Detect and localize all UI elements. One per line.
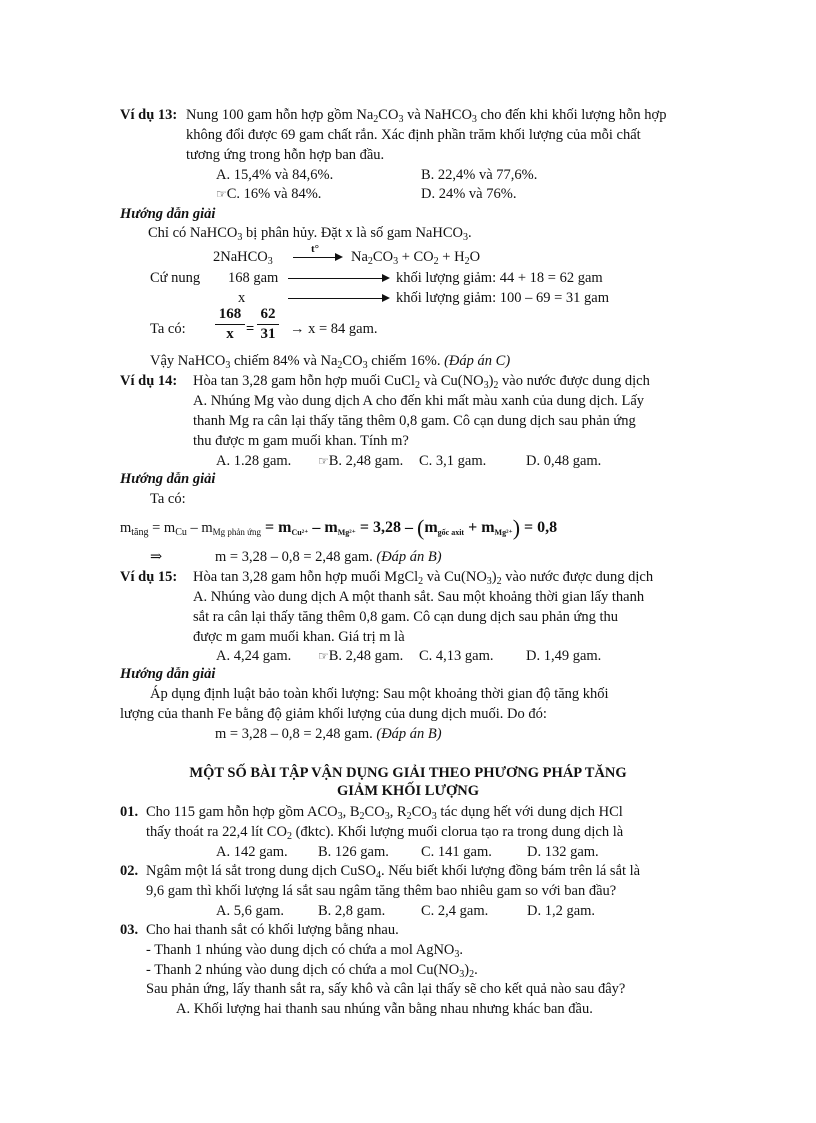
example-14-label: Ví dụ 14: (120, 373, 178, 389)
example-13-line-1: Nung 100 gam hỗn hợp gồm $Na_2CO_3$ và NaHCO$_3$ cho đến khi khối lượng hỗn hợp (186, 107, 667, 125)
solution-15-result: m = 3,28 – 0,8 = 2,48 gam. (Đáp án B) (215, 726, 442, 742)
example-14-line-4: thu được m gam muối khan. Tính m? (193, 433, 409, 449)
question-02-option-c: C. 2,4 gam. (421, 903, 489, 919)
example-15-label: Ví dụ 15: (120, 569, 178, 585)
example-13-label: Ví dụ 13: (120, 107, 178, 123)
example-15-option-d: D. 1,49 gam. (526, 648, 602, 664)
solution-15-line-1: Áp dụng định luật bảo toàn khối lượng: Sau một khoảng thời gian độ tăng khối (150, 686, 609, 702)
mass-loss-2: khối lượng giảm: 100 – 69 = 31 gam (396, 290, 609, 306)
question-01-option-d: D. 132 gam. (527, 844, 599, 860)
question-01-option-b: B. 126 gam. (318, 844, 389, 860)
example-13-line-3: tương ứng trong hỗn hợp ban đầu. (186, 147, 385, 163)
example-14-option-b: ☞B. 2,48 gam. (318, 453, 404, 469)
solution-15-line-2: lượng của thanh Fe bằng độ giảm khối lượng của dung dịch muối. Do đó: (120, 706, 547, 722)
section-title-line-1: MỘT SỐ BÀI TẬP VẬN DỤNG GIẢI THEO PHƯƠNG PHÁP TĂNG (189, 765, 627, 781)
solution-13-heading: Hướng dẫn giải (120, 206, 216, 222)
ta-co-label: Ta có: (150, 321, 186, 337)
mass-increase-formula: $m_{tăng} = m_{Cu} - m_{Mg phản ứng} = m_{Cu^{2+}} - m_{Mg^{2+}} = 3,28 - (m_{gốc axit} + m_{Mg^{2+}}) = 0,8$ (120, 515, 558, 540)
example-13-option-a: A. 15,4% và 84,6%. (216, 167, 334, 183)
question-02-option-d: D. 1,2 gam. (527, 903, 596, 919)
question-03-option-a: A. Khối lượng hai thanh sau nhúng vẫn bằng nhau nhưng khác ban đầu. (176, 1001, 593, 1017)
example-14-option-a: A. 1.28 gam. (216, 453, 292, 469)
example-14-option-d: D. 0,48 gam. (526, 453, 602, 469)
solution-14-result: m = 3,28 – 0,8 = 2,48 gam. (Đáp án B) (215, 549, 442, 565)
example-15-option-a: A. 4,24 gam. (216, 648, 292, 664)
question-01-option-a: A. 142 gam. (216, 844, 288, 860)
question-02-option-a: A. 5,6 gam. (216, 903, 285, 919)
example-13-option-d: D. 24% và 76%. (421, 186, 517, 202)
reaction-arrow-icon (293, 257, 341, 258)
example-15-option-b: ☞B. 2,48 gam. (318, 648, 404, 664)
hand-pointer-icon: ☞ (318, 649, 329, 663)
solution-15-heading: Hướng dẫn giải (120, 666, 216, 682)
question-03-line-3: - Thanh 2 nhúng vào dung dịch có chứa a mol $Cu(NO_3)_2$. (146, 962, 478, 980)
x-result: → x = 84 gam. (290, 321, 378, 337)
example-13-line-2: không đổi được 69 gam chất rắn. Xác định phần trăm khối lượng của mỗi chất (186, 127, 641, 143)
question-01-option-c: C. 141 gam. (421, 844, 492, 860)
question-02-option-b: B. 2,8 gam. (318, 903, 386, 919)
variable-x: x (238, 290, 246, 306)
solution-13-conclusion: Vậy NaHCO$_3$ chiếm 84% và $Na_2CO_3$ chiếm 16%. (Đáp án C) (150, 353, 511, 371)
question-03-line-2: - Thanh 1 nhúng vào dung dịch có chứa a mol AgNO$_3$. (146, 942, 464, 960)
reaction-reactant: 2NaHCO$_3$ (213, 249, 273, 267)
example-15-line-4: được m gam muối khan. Giá trị m là (193, 629, 405, 645)
question-01-line-2: thấy thoát ra 22,4 lít $CO_2$ (đktc). Khối lượng muối clorua tạo ra trong dung dịch là (146, 824, 624, 842)
mass-168: 168 gam (228, 270, 279, 286)
question-02-line-1: Ngâm một lá sắt trong dung dịch CuSO$_4$. Nếu biết khối lượng đồng bám trên lá sắt là (146, 863, 641, 881)
example-15-option-c: C. 4,13 gam. (419, 648, 494, 664)
question-01-line-1: Cho 115 gam hỗn hợp gồm $ACO_3$, $B_2CO_3$, $R_2CO_3$ tác dụng hết với dung dịch HCl (146, 804, 623, 822)
cu-nung-label: Cứ nung (150, 270, 201, 286)
example-13-option-c: ☞C. 16% và 84%. (216, 186, 322, 202)
question-03-line-4: Sau phản ứng, lấy thanh sắt ra, sấy khô và cân lại thấy sẽ cho kết quả nào sau đây? (146, 981, 626, 997)
solution-13-line-1: Chỉ có NaHCO$_3$ bị phân hủy. Đặt x là số gam NaHCO$_3$. (148, 225, 472, 243)
question-02-number: 02. (120, 863, 139, 879)
example-14-line-2: A. Nhúng Mg vào dung dịch A cho đến khi mất màu xanh của dung dịch. Lấy (193, 393, 645, 409)
question-02-line-2: 9,6 gam thì khối lượng lá sắt sau ngâm tăng thêm bao nhiêu gam so với ban đầu? (146, 883, 617, 899)
example-14-option-c: C. 3,1 gam. (419, 453, 487, 469)
fraction-168-over-x: 168 x (215, 306, 245, 343)
example-15-line-2: A. Nhúng vào dung dịch A một thanh sắt. Sau một khoảng thời gian lấy thanh (193, 589, 645, 605)
arrow-right-icon (288, 278, 388, 279)
section-title-line-2: GIẢM KHỐI LƯỢNG (336, 783, 480, 799)
mass-loss-1: khối lượng giảm: 44 + 18 = 62 gam (396, 270, 603, 286)
question-03-line-1: Cho hai thanh sắt có khối lượng bằng nhau. (146, 922, 399, 938)
solution-14-ta-co: Ta có: (150, 491, 186, 507)
solution-14-heading: Hướng dẫn giải (120, 471, 216, 487)
equals-sign: = (246, 321, 255, 337)
arrow-right-icon (288, 298, 388, 299)
question-03-number: 03. (120, 922, 139, 938)
question-01-number: 01. (120, 804, 139, 820)
example-15-line-3: sắt ra cân lại thấy tăng thêm 0,8 gam. Cô cạn dung dịch sau phản ứng thu (193, 609, 619, 625)
hand-pointer-icon: ☞ (216, 187, 227, 201)
hand-pointer-icon: ☞ (318, 454, 329, 468)
reaction-products: $Na_2CO_3 + CO_2 + H_2O$ (351, 249, 481, 267)
fraction-62-over-31: 62 31 (257, 306, 279, 343)
example-14-line-1: Hòa tan 3,28 gam hỗn hợp muối CuCl$_2$ và $Cu(NO_3)_2$ vào nước được dung dịch (193, 373, 650, 391)
example-13-option-b: B. 22,4% và 77,6%. (421, 167, 538, 183)
example-15-line-1: Hòa tan 3,28 gam hỗn hợp muối MgCl$_2$ và $Cu(NO_3)_2$ vào nước được dung dịch (193, 569, 654, 587)
example-14-line-3: thanh Mg ra cân lại thấy tăng thêm 0,8 gam. Cô cạn dung dịch sau phản ứng (193, 413, 636, 429)
implies-icon: ⇒ (150, 549, 163, 565)
reaction-heat-label: t° (311, 243, 320, 255)
